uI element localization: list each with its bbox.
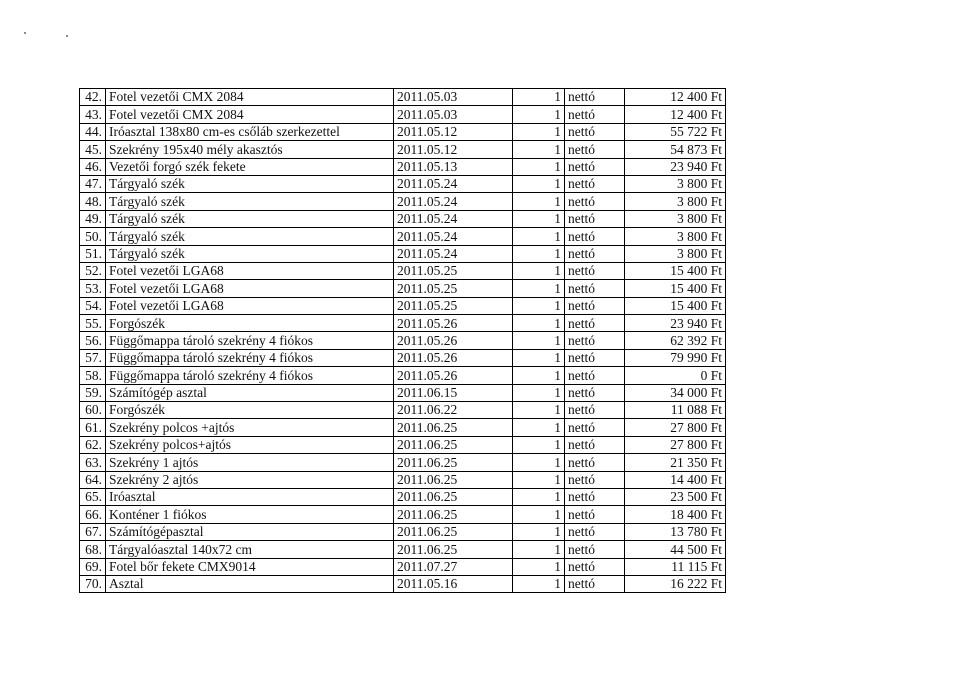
date-cell: 2011.06.25 [394,419,513,436]
value-type-cell: nettó [565,384,625,401]
quantity-cell: 1 [513,419,565,436]
row-number-cell: 68. [80,541,106,558]
item-name-cell: Fotel vezetői CMX 2084 [106,89,394,106]
value-type-cell: nettó [565,228,625,245]
table-row [80,193,726,210]
quantity-cell: 1 [513,384,565,401]
table-row [80,454,726,471]
value-cell: 34 000 Ft [625,384,726,401]
value-cell: 18 400 Ft [625,506,726,523]
value-cell: 15 400 Ft [625,280,726,297]
item-name-cell: Szekrény polcos +ajtós [106,419,394,436]
value-cell: 0 Ft [625,367,726,384]
quantity-cell: 1 [513,436,565,453]
value-cell: 55 722 Ft [625,123,726,140]
table-row [80,558,726,575]
item-name-cell: Iróasztal [106,488,394,505]
item-name-cell: Vezetői forgó szék fekete [106,158,394,175]
item-name-cell: Függőmappa tároló szekrény 4 fiókos [106,367,394,384]
scan-speck [66,35,68,37]
date-cell: 2011.05.12 [394,123,513,140]
date-cell: 2011.05.03 [394,106,513,123]
item-name-cell: Tárgyaló szék [106,245,394,262]
table-row [80,262,726,279]
date-cell: 2011.06.22 [394,402,513,419]
quantity-cell: 1 [513,123,565,140]
value-cell: 3 800 Ft [625,210,726,227]
date-cell: 2011.05.24 [394,210,513,227]
row-number-cell: 66. [80,506,106,523]
date-cell: 2011.05.03 [394,89,513,106]
value-cell: 12 400 Ft [625,89,726,106]
item-name-cell: Szekrény 1 ajtós [106,454,394,471]
value-cell: 79 990 Ft [625,349,726,366]
date-cell: 2011.06.25 [394,541,513,558]
value-type-cell: nettó [565,245,625,262]
value-cell: 44 500 Ft [625,541,726,558]
quantity-cell: 1 [513,367,565,384]
value-type-cell: nettó [565,280,625,297]
item-name-cell: Szekrény 195x40 mély akasztós [106,141,394,158]
item-name-cell: Fotel vezetői LGA68 [106,297,394,314]
row-number-cell: 53. [80,280,106,297]
date-cell: 2011.05.16 [394,575,513,592]
table-row [80,315,726,332]
value-cell: 12 400 Ft [625,106,726,123]
quantity-cell: 1 [513,175,565,192]
table-row [80,541,726,558]
item-name-cell: Tárgyalóasztal 140x72 cm [106,541,394,558]
value-type-cell: nettó [565,175,625,192]
table-row [80,123,726,140]
row-number-cell: 45. [80,141,106,158]
date-cell: 2011.05.25 [394,262,513,279]
date-cell: 2011.05.24 [394,175,513,192]
date-cell: 2011.07.27 [394,558,513,575]
date-cell: 2011.05.26 [394,315,513,332]
date-cell: 2011.05.24 [394,193,513,210]
table-row [80,106,726,123]
value-type-cell: nettó [565,332,625,349]
row-number-cell: 43. [80,106,106,123]
table-row [80,506,726,523]
row-number-cell: 59. [80,384,106,401]
row-number-cell: 46. [80,158,106,175]
quantity-cell: 1 [513,575,565,592]
table-row [80,349,726,366]
value-cell: 62 392 Ft [625,332,726,349]
table-row [80,210,726,227]
table-row [80,384,726,401]
date-cell: 2011.06.25 [394,488,513,505]
item-name-cell: Forgószék [106,402,394,419]
quantity-cell: 1 [513,506,565,523]
value-cell: 23 940 Ft [625,158,726,175]
value-type-cell: nettó [565,541,625,558]
row-number-cell: 56. [80,332,106,349]
item-name-cell: Függőmappa tároló szekrény 4 fiókos [106,349,394,366]
quantity-cell: 1 [513,332,565,349]
value-type-cell: nettó [565,419,625,436]
value-type-cell: nettó [565,106,625,123]
item-name-cell: Fotel vezetői LGA68 [106,262,394,279]
item-name-cell: Konténer 1 fiókos [106,506,394,523]
item-name-cell: Fotel vezetői CMX 2084 [106,106,394,123]
row-number-cell: 42. [80,89,106,106]
row-number-cell: 62. [80,436,106,453]
quantity-cell: 1 [513,228,565,245]
quantity-cell: 1 [513,89,565,106]
table-row [80,488,726,505]
item-name-cell: Iróasztal 138x80 cm-es csőláb szerkezettel [106,123,394,140]
inventory-table-body [80,89,726,593]
date-cell: 2011.05.26 [394,332,513,349]
row-number-cell: 61. [80,419,106,436]
row-number-cell: 57. [80,349,106,366]
date-cell: 2011.05.12 [394,141,513,158]
value-cell: 23 500 Ft [625,488,726,505]
value-type-cell: nettó [565,315,625,332]
quantity-cell: 1 [513,297,565,314]
value-type-cell: nettó [565,506,625,523]
item-name-cell: Tárgyaló szék [106,193,394,210]
value-cell: 11 115 Ft [625,558,726,575]
quantity-cell: 1 [513,541,565,558]
value-cell: 14 400 Ft [625,471,726,488]
value-cell: 16 222 Ft [625,575,726,592]
quantity-cell: 1 [513,558,565,575]
table-row [80,228,726,245]
item-name-cell: Fotel vezetői LGA68 [106,280,394,297]
value-type-cell: nettó [565,193,625,210]
quantity-cell: 1 [513,454,565,471]
inventory-table [79,88,726,593]
date-cell: 2011.05.26 [394,349,513,366]
date-cell: 2011.06.25 [394,436,513,453]
row-number-cell: 54. [80,297,106,314]
row-number-cell: 65. [80,488,106,505]
row-number-cell: 63. [80,454,106,471]
date-cell: 2011.06.25 [394,471,513,488]
date-cell: 2011.05.26 [394,367,513,384]
item-name-cell: Fotel bőr fekete CMX9014 [106,558,394,575]
item-name-cell: Tárgyaló szék [106,228,394,245]
value-cell: 15 400 Ft [625,297,726,314]
quantity-cell: 1 [513,523,565,540]
value-cell: 15 400 Ft [625,262,726,279]
date-cell: 2011.05.13 [394,158,513,175]
item-name-cell: Tárgyaló szék [106,175,394,192]
table-row [80,419,726,436]
quantity-cell: 1 [513,141,565,158]
value-type-cell: nettó [565,367,625,384]
value-cell: 23 940 Ft [625,315,726,332]
value-cell: 27 800 Ft [625,436,726,453]
row-number-cell: 67. [80,523,106,540]
item-name-cell: Számítógépasztal [106,523,394,540]
value-cell: 3 800 Ft [625,228,726,245]
value-type-cell: nettó [565,471,625,488]
value-type-cell: nettó [565,454,625,471]
row-number-cell: 49. [80,210,106,227]
date-cell: 2011.06.25 [394,454,513,471]
value-type-cell: nettó [565,123,625,140]
value-cell: 3 800 Ft [625,175,726,192]
quantity-cell: 1 [513,158,565,175]
date-cell: 2011.06.15 [394,384,513,401]
value-type-cell: nettó [565,575,625,592]
value-type-cell: nettó [565,262,625,279]
table-row [80,297,726,314]
table-row [80,367,726,384]
row-number-cell: 51. [80,245,106,262]
date-cell: 2011.05.24 [394,245,513,262]
quantity-cell: 1 [513,262,565,279]
table-row [80,575,726,592]
value-cell: 13 780 Ft [625,523,726,540]
row-number-cell: 44. [80,123,106,140]
value-type-cell: nettó [565,488,625,505]
row-number-cell: 52. [80,262,106,279]
table-row [80,523,726,540]
value-cell: 54 873 Ft [625,141,726,158]
table-row [80,280,726,297]
table-row [80,332,726,349]
date-cell: 2011.05.24 [394,228,513,245]
row-number-cell: 69. [80,558,106,575]
table-row [80,141,726,158]
value-cell: 3 800 Ft [625,193,726,210]
table-row [80,436,726,453]
table-row [80,245,726,262]
quantity-cell: 1 [513,349,565,366]
quantity-cell: 1 [513,488,565,505]
quantity-cell: 1 [513,471,565,488]
item-name-cell: Számítógép asztal [106,384,394,401]
date-cell: 2011.05.25 [394,297,513,314]
item-name-cell: Függőmappa tároló szekrény 4 fiókos [106,332,394,349]
quantity-cell: 1 [513,193,565,210]
table-row [80,158,726,175]
date-cell: 2011.05.25 [394,280,513,297]
table-row [80,89,726,106]
value-cell: 27 800 Ft [625,419,726,436]
scan-speck [24,32,26,34]
item-name-cell: Szekrény polcos+ajtós [106,436,394,453]
item-name-cell: Forgószék [106,315,394,332]
quantity-cell: 1 [513,245,565,262]
value-cell: 11 088 Ft [625,402,726,419]
quantity-cell: 1 [513,315,565,332]
value-type-cell: nettó [565,158,625,175]
date-cell: 2011.06.25 [394,506,513,523]
item-name-cell: Szekrény 2 ajtós [106,471,394,488]
value-type-cell: nettó [565,402,625,419]
date-cell: 2011.06.25 [394,523,513,540]
value-type-cell: nettó [565,523,625,540]
value-type-cell: nettó [565,210,625,227]
value-type-cell: nettó [565,297,625,314]
value-type-cell: nettó [565,141,625,158]
table-row [80,175,726,192]
value-type-cell: nettó [565,89,625,106]
row-number-cell: 58. [80,367,106,384]
row-number-cell: 47. [80,175,106,192]
table-row [80,471,726,488]
item-name-cell: Asztal [106,575,394,592]
row-number-cell: 55. [80,315,106,332]
row-number-cell: 60. [80,402,106,419]
row-number-cell: 50. [80,228,106,245]
row-number-cell: 48. [80,193,106,210]
value-type-cell: nettó [565,558,625,575]
quantity-cell: 1 [513,280,565,297]
row-number-cell: 70. [80,575,106,592]
quantity-cell: 1 [513,210,565,227]
value-cell: 3 800 Ft [625,245,726,262]
table-row [80,402,726,419]
quantity-cell: 1 [513,402,565,419]
row-number-cell: 64. [80,471,106,488]
quantity-cell: 1 [513,106,565,123]
value-type-cell: nettó [565,349,625,366]
value-type-cell: nettó [565,436,625,453]
value-cell: 21 350 Ft [625,454,726,471]
item-name-cell: Tárgyaló szék [106,210,394,227]
